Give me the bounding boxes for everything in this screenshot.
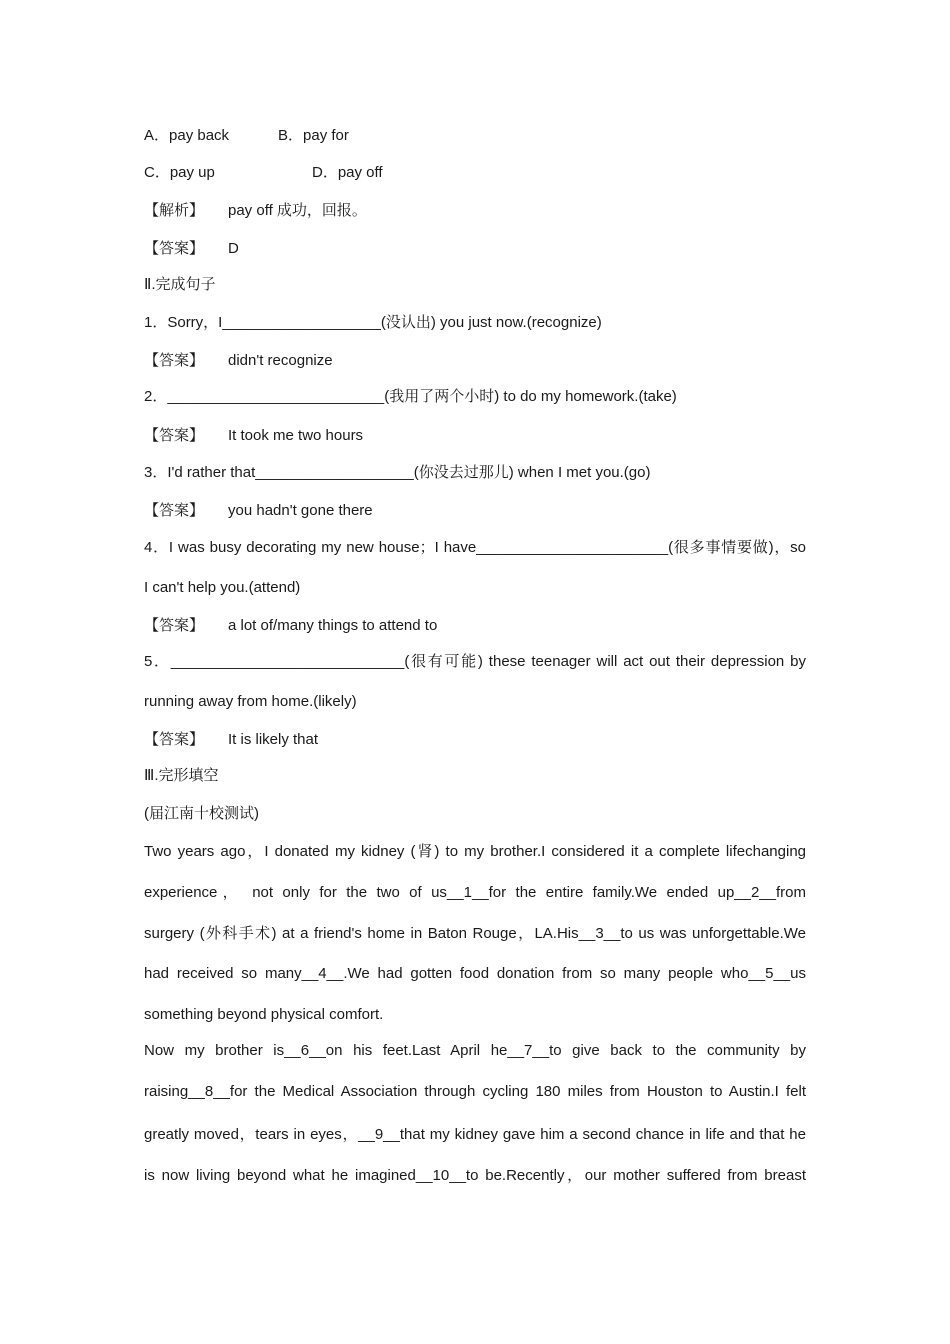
passage-line: greatly moved，tears in eyes，__9__that my kidney gave him a second chance in life and that he xyxy=(144,1126,806,1143)
section-title: Ⅱ.完成句子 xyxy=(144,276,216,293)
question-5-continued: running away from home.(likely) xyxy=(144,693,357,710)
option-b: B．pay for xyxy=(278,127,349,144)
answer-text: It took me two hours xyxy=(228,427,364,444)
section-title: Ⅲ.完形填空 xyxy=(144,767,219,784)
answer-label: 【答案】 xyxy=(144,426,205,444)
passage-line: had received so many__4__.We had gotten food donation from so many people who__5__us xyxy=(144,965,806,982)
answer-text: D xyxy=(228,240,239,257)
question-1: 1．Sorry，I___________________(没认出) you just now.(recognize) xyxy=(144,314,602,331)
answer-text: a lot of/many things to attend to xyxy=(228,617,438,634)
answer-text: didn't recognize xyxy=(228,352,333,369)
answer-line xyxy=(144,238,806,259)
answer-label: 【答案】 xyxy=(144,616,205,634)
passage-line: experience， not only for the two of us__1__for the entire family.We ended up__2__from xyxy=(144,884,806,901)
passage-line: raising__8__for the Medical Association through cycling 180 miles from Houston to Austin.I felt xyxy=(144,1083,806,1100)
answer-line xyxy=(144,425,806,446)
source-note: (届江南十校测试) xyxy=(144,805,259,822)
answer-line xyxy=(144,615,806,636)
question-2: 2．__________________________(我用了两个小时) to do my homework.(take) xyxy=(144,388,677,405)
analysis-text: pay off 成功，回报。 xyxy=(228,202,367,219)
question-5: 5．____________________________(很有可能) these teenager will act out their depression by xyxy=(144,653,806,670)
answer-line xyxy=(144,500,806,521)
options-row-ab xyxy=(144,126,806,146)
answer-text: It is likely that xyxy=(228,731,319,748)
answer-line xyxy=(144,729,806,750)
passage-line: Two years ago，I donated my kidney (肾) to my brother.I considered it a complete lifechanging xyxy=(144,843,806,860)
passage-line: is now living beyond what he imagined__10__to be.Recently，our mother suffered from breast xyxy=(144,1167,806,1184)
answer-text: you hadn't gone there xyxy=(228,502,373,519)
question-4: 4．I was busy decorating my new house；I have_______________________(很多事情要做)，so xyxy=(144,539,806,556)
question-3: 3．I'd rather that___________________(你没去过那儿) when I met you.(go) xyxy=(144,464,651,481)
answer-label: 【答案】 xyxy=(144,730,205,748)
analysis-line xyxy=(144,200,806,221)
passage-line: surgery (外科手术) at a friend's home in Baton Rouge，LA.His__3__to us was unforgettable.We xyxy=(144,925,806,942)
options-row-cd xyxy=(144,163,806,183)
option-c: C．pay up xyxy=(144,164,215,181)
passage-line: something beyond physical comfort. xyxy=(144,1006,384,1023)
answer-label: 【答案】 xyxy=(144,501,205,519)
answer-label: 【答案】 xyxy=(144,351,205,369)
answer-label: 【答案】 xyxy=(144,239,205,257)
answer-line xyxy=(144,350,806,371)
question-4-continued: I can't help you.(attend) xyxy=(144,579,301,596)
passage-line: Now my brother is__6__on his feet.Last April he__7__to give back to the community by xyxy=(144,1042,806,1059)
analysis-label: 【解析】 xyxy=(144,201,205,219)
option-a: A．pay back xyxy=(144,127,230,144)
option-d: D．pay off xyxy=(312,164,383,181)
document-page xyxy=(144,0,806,1344)
